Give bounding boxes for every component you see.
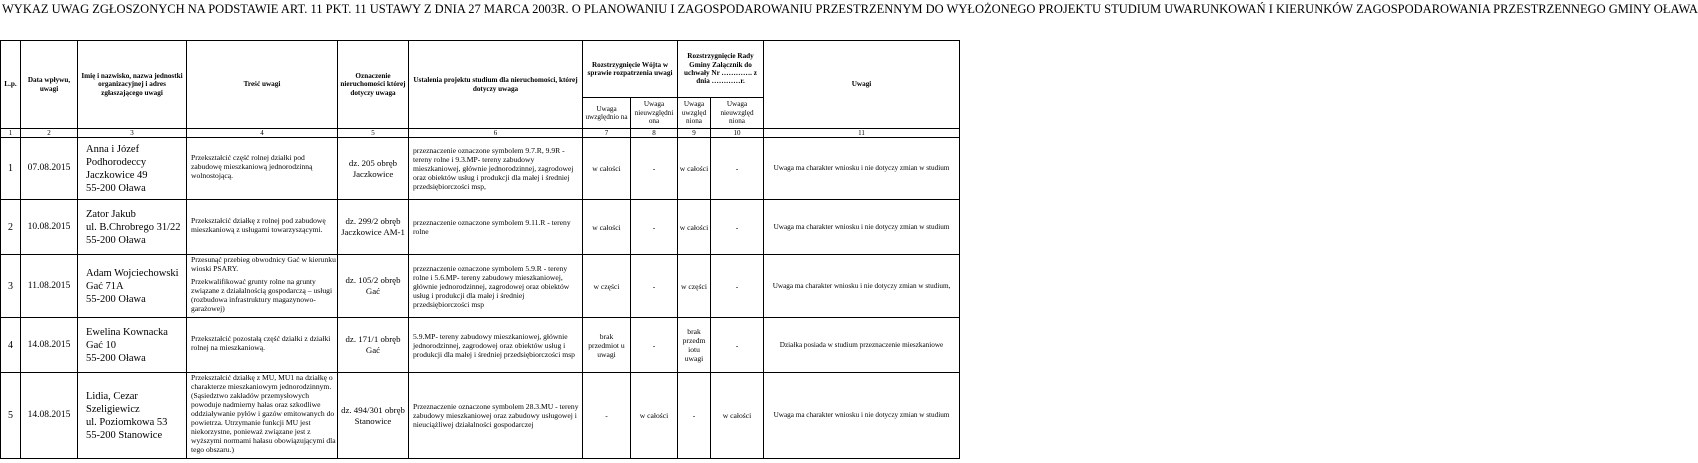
column-number: 2 — [21, 129, 78, 138]
row-rada-rejected: - — [711, 318, 764, 373]
content-paragraph: Przekształcić część rolnej działki pod zabudowę mieszkaniową jednorodzinną wolnostojącą. — [191, 153, 313, 180]
row-findings: 5.9.MP- tereny zabudowy mieszkaniowej, głównie jednorodzinnej, zagrodowej oraz obiektów usług i produkcji dla małej i średniej przedsiębiorczości msp — [409, 318, 583, 373]
row-wojt-rejected: - — [631, 138, 678, 200]
row-date: 07.08.2015 — [21, 138, 78, 200]
column-number: 7 — [583, 129, 631, 138]
header-wojt-accepted: Uwaga uwzględnio na — [583, 98, 631, 129]
row-notes: Uwaga ma charakter wniosku i nie dotyczy zmian w studium — [764, 200, 960, 255]
submitter-line: Adam Wojciechowski — [86, 267, 179, 279]
row-date: 14.08.2015 — [21, 373, 78, 459]
submitter-line: Ewelina Kownacka — [86, 326, 168, 338]
row-date: 14.08.2015 — [21, 318, 78, 373]
submitter-line: 55-200 Stanowice — [86, 429, 163, 441]
row-submitter — [78, 200, 187, 255]
table-row — [1, 255, 960, 318]
content-paragraph: Przekwalifikować grunty rolne na grunty związane z działalnością gospodarczą – usługi (rozbudowa infrastruktury magazynowo-garażowej) — [191, 277, 333, 313]
submitter-line: ul. B.Chrobrego 31/22 — [86, 221, 181, 233]
submitter-line: 55-200 Oława — [86, 352, 146, 364]
row-wojt-accepted: w całości — [583, 138, 631, 200]
column-number: 10 — [711, 129, 764, 138]
submitter-line: 55-200 Oława — [86, 234, 146, 246]
row-findings: Przeznaczenie oznaczone symbolem 28.3.MU - tereny zabudowy mieszkaniowej oraz zabudowy usługowej i nieuciążliwej działalności gospodarczej — [409, 373, 583, 459]
row-lp: 4 — [1, 318, 21, 373]
row-rada-accepted: brak przedm iotu uwagi — [678, 318, 711, 373]
row-findings: przeznaczenie oznaczone symbolem 5.9.R - tereny rolne i 5.6.MP- tereny zabudowy mieszkaniowej, głównie jednorodzinnej, zagrodowej oraz obiektów usług i produkcji dla małej i średniej przedsiębiorczości msp — [409, 255, 583, 318]
submitter-line: Jaczkowice 49 — [86, 169, 148, 181]
row-submitter — [78, 373, 187, 459]
row-rada-rejected: - — [711, 200, 764, 255]
submitter-line: Lidia, Cezar — [86, 390, 138, 402]
row-notes: Działka posiada w studium przeznaczenie mieszkaniowe — [764, 318, 960, 373]
page-title: WYKAZ UWAG ZGŁOSZONYCH NA PODSTAWIE ART. 11 PKT. 11 USTAWY Z DNIA 27 MARCA 2003R. O PLANOWANIU I ZAGOSPODAROWANIU PRZESTRZENNYM DO WYŁOŻONEGO PROJEKTU STUDIUM UWARUNKOWAŃ I KIERUNKÓW ZAGOSPODAROWANIA PRZESTRZENNEGO GMINY OŁAWA — [2, 2, 1698, 16]
submitter-line: Szeligiewicz — [86, 403, 140, 415]
row-content — [187, 318, 338, 373]
submitter-line: 55-200 Oława — [86, 182, 146, 194]
column-number: 3 — [78, 129, 187, 138]
row-plot: dz. 205 obręb Jaczkowice — [338, 138, 409, 200]
row-wojt-rejected: - — [631, 255, 678, 318]
table-row — [1, 318, 960, 373]
row-rada-accepted: w całości — [678, 200, 711, 255]
row-rada-accepted: w całości — [678, 138, 711, 200]
row-lp: 1 — [1, 138, 21, 200]
header-rada-accepted: Uwaga uwzględ niona — [678, 98, 711, 129]
column-number: 11 — [764, 129, 960, 138]
row-plot: dz. 299/2 obręb Jaczkowice AM-1 — [338, 200, 409, 255]
submitter-line: Gać 71A — [86, 280, 124, 292]
row-content — [187, 373, 338, 459]
header-name: Imię i nazwisko, nazwa jednostki organizacyjnej i adres zgłaszającego uwagi — [78, 41, 187, 129]
row-wojt-rejected: w całości — [631, 373, 678, 459]
submitter-line: ul. Poziomkowa 53 — [86, 416, 168, 428]
table-row — [1, 200, 960, 255]
row-rada-accepted: - — [678, 373, 711, 459]
column-number: 5 — [338, 129, 409, 138]
header-content: Treść uwagi — [187, 41, 338, 129]
header-wojt: Rozstrzygnięcie Wójta w sprawie rozpatrzenia uwagi — [583, 41, 678, 98]
row-wojt-accepted: - — [583, 373, 631, 459]
row-findings: przeznaczenie oznaczone symbolem 9.11.R - tereny rolne — [409, 200, 583, 255]
row-wojt-accepted: w całości — [583, 200, 631, 255]
row-notes: Uwaga ma charakter wniosku i nie dotyczy zmian w studium — [764, 373, 960, 459]
column-number: 8 — [631, 129, 678, 138]
column-number: 6 — [409, 129, 583, 138]
column-number: 1 — [1, 129, 21, 138]
row-content — [187, 255, 338, 318]
content-paragraph: Przekształcić pozostałą część działki z działki rolnej na mieszkaniową. — [191, 334, 331, 352]
row-wojt-rejected: - — [631, 318, 678, 373]
submitter-line: Podhorodeccy — [86, 156, 147, 168]
row-submitter — [78, 255, 187, 318]
header-date: Data wpływu, uwagi — [21, 41, 78, 129]
table-row — [1, 373, 960, 459]
row-submitter — [78, 138, 187, 200]
content-paragraph: Przesunąć przebieg obwodnicy Gać w kierunku wioski PSARY. — [191, 255, 336, 273]
row-rada-rejected: - — [711, 255, 764, 318]
row-lp: 2 — [1, 200, 21, 255]
row-date: 11.08.2015 — [21, 255, 78, 318]
row-findings: przeznaczenie oznaczone symbolem 9.7.R, 9.9R - tereny rolne i 9.3.MP- tereny zabudowy mieszkaniowej, głównie jednorodzinnej, zagrodowej oraz obiektów usług i produkcji dla małej i średniej przedsiębiorczości msp, — [409, 138, 583, 200]
row-lp: 5 — [1, 373, 21, 459]
row-rada-rejected: - — [711, 138, 764, 200]
row-plot: dz. 105/2 obręb Gać — [338, 255, 409, 318]
row-lp: 3 — [1, 255, 21, 318]
column-number-row — [1, 129, 960, 138]
submitter-line: Zator Jakub — [86, 208, 136, 220]
row-notes: Uwaga ma charakter wniosku i nie dotyczy zmian w studium, — [764, 255, 960, 318]
row-plot: dz. 171/1 obręb Gać — [338, 318, 409, 373]
header-rada: Rozstrzygnięcie Rady Gminy Załącznik do uchwały Nr …………. z dnia …………r. — [678, 41, 764, 98]
header-plot: Oznaczenie nieruchomości której dotyczy uwaga — [338, 41, 409, 129]
header-findings: Ustalenia projektu studium dla nieruchomości, której dotyczy uwaga — [409, 41, 583, 129]
row-rada-rejected: w całości — [711, 373, 764, 459]
column-number: 9 — [678, 129, 711, 138]
header-notes: Uwagi — [764, 41, 960, 129]
content-paragraph: Przekształcić działkę z MU, MU1 na działkę o charakterze mieszkaniowym jednorodzinnym. (Sąsiedztwo zakładów przemysłowych powoduje nadmierny hałas oraz szkodliwe oddziaływanie pyłów i gazów emitowanych do powietrza. Utrzymanie funkcji MU jest niekorzystne, ponieważ związane jest z wyższymi normami hałasu obowiązującymi dla tego obszaru.) — [191, 373, 336, 454]
row-content — [187, 138, 338, 200]
column-number: 4 — [187, 129, 338, 138]
row-plot: dz. 494/301 obręb Stanowice — [338, 373, 409, 459]
row-submitter — [78, 318, 187, 373]
remarks-table — [0, 40, 960, 459]
table-row — [1, 138, 960, 200]
row-date: 10.08.2015 — [21, 200, 78, 255]
submitter-line: Anna i Józef — [86, 143, 140, 155]
row-wojt-accepted: brak przedmiot u uwagi — [583, 318, 631, 373]
row-content — [187, 200, 338, 255]
submitter-line: Gać 10 — [86, 339, 117, 351]
content-paragraph: Przekształcić działkę z rolnej pod zabudowę mieszkaniową z usługami towarzyszącymi. — [191, 216, 326, 234]
header-rada-rejected: Uwaga nieuwzględ niona — [711, 98, 764, 129]
header-wojt-rejected: Uwaga nieuwzględni ona — [631, 98, 678, 129]
row-wojt-rejected: - — [631, 200, 678, 255]
row-wojt-accepted: w części — [583, 255, 631, 318]
row-rada-accepted: w części — [678, 255, 711, 318]
submitter-line: 55-200 Oława — [86, 293, 146, 305]
row-notes: Uwaga ma charakter wniosku i nie dotyczy zmian w studium — [764, 138, 960, 200]
header-lp: L.p. — [1, 41, 21, 129]
